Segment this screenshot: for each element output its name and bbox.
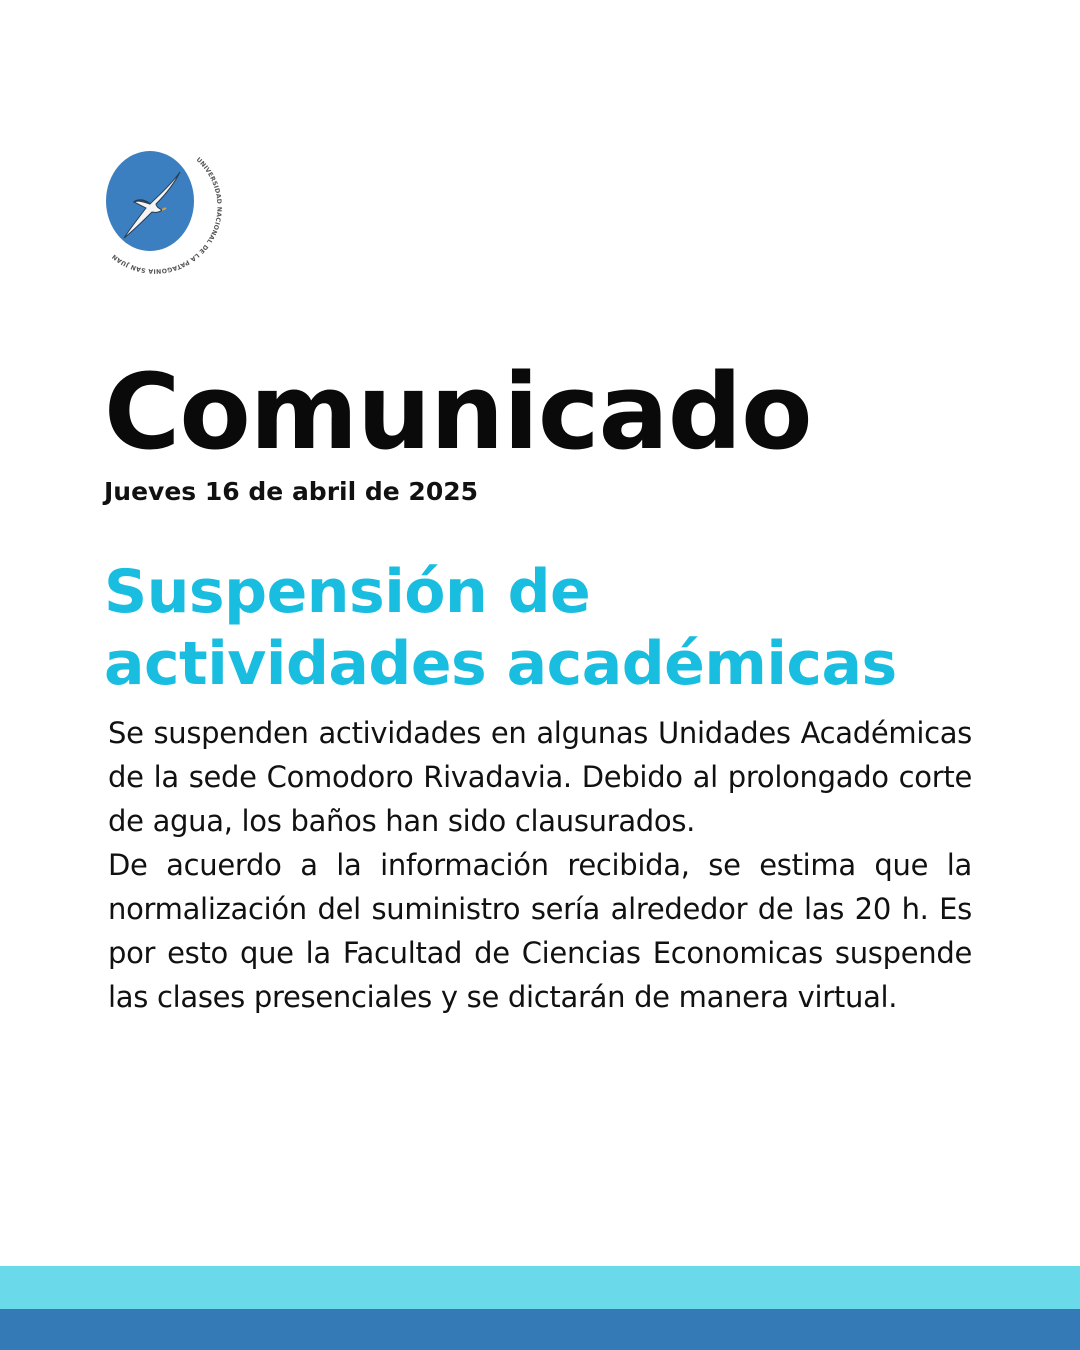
footer-band-light <box>0 1266 1080 1309</box>
date-label: Jueves 16 de abril de 2025 <box>104 477 479 506</box>
headline-line-2: actividades académicas <box>104 629 897 699</box>
university-logo <box>104 150 224 275</box>
page-title: Comunicado <box>104 351 812 473</box>
headline <box>104 556 1004 700</box>
body-paragraph-2: De acuerdo a la información recibida, se estima que la normalización del suministro sería alrededor de las 20 h. Es por esto que la Facultad de Ciencias Economicas suspende las clases presenciales y se dictarán de manera virtual. <box>108 848 972 1014</box>
headline-line-1: Suspensión de <box>104 557 591 627</box>
body-paragraph-1: Se suspenden actividades en algunas Unidades Académicas de la sede Comodoro Rivadavia. Debido al prolongado corte de agua, los baños han sido clausurados. <box>108 716 972 838</box>
albatross-seal-icon <box>104 150 224 275</box>
logo-ring-text: UNIVERSIDAD NACIONAL DE LA PATAGONIA SAN JUAN <box>110 156 223 275</box>
footer-band-dark <box>0 1309 1080 1350</box>
announcement-body <box>108 711 972 1019</box>
